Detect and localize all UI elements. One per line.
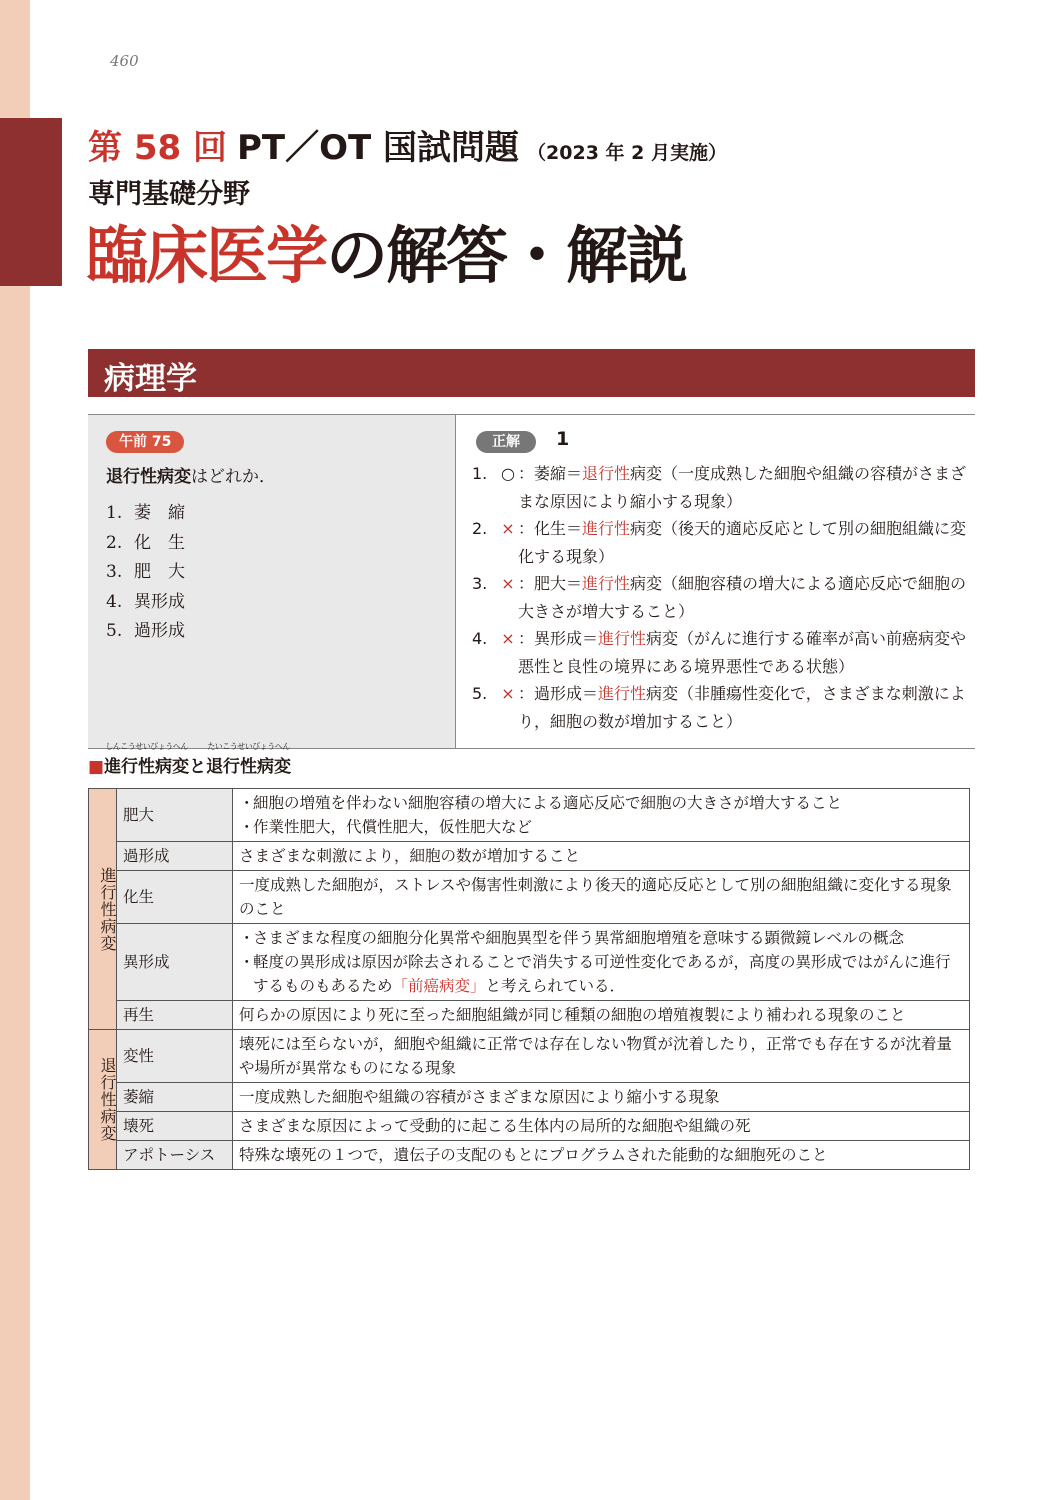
desc-cell: ・ さまざまな程度の細胞分化異常や細胞異型を伴う異常細胞増殖を意味する顕微鏡レベルの概念 ・ 軽度の異形成は原因が除去されることで消失する可逆性変化であるが，高度の異形成ではがんに進行するものもあるため「前癌病変」と考えられている． (233, 924, 970, 1001)
section-title: 病理学 (104, 361, 197, 397)
choice-item: 1. 萎 縮 (106, 503, 185, 523)
answer-number: 1 (556, 428, 570, 450)
page-number: 460 (110, 52, 139, 70)
answer-item: 5. × ：過形成＝進行性病変（非腫瘍性変化で，さまざまな刺激により，細胞の数が増加すること） (472, 680, 972, 735)
table-row (89, 1112, 970, 1141)
wrong-mark: × (501, 684, 515, 703)
choice-item: 2. 化 生 (106, 532, 185, 553)
answer-item: 1. ○ ：萎縮＝退行性病変（一度成熟した細胞や組織の容積がさまざまな原因により縮小する現象） (472, 460, 972, 515)
answer-badge: 正解 (476, 431, 536, 453)
exam-date: （2023 年 2 月実施） (527, 142, 727, 164)
table-row (89, 1083, 970, 1112)
ruby-a: しんこうせいびょうへん (105, 742, 188, 751)
group-label-progressive: 進行性病変 (89, 789, 117, 1030)
term-cell: 再生 (117, 1001, 233, 1030)
desc-cell: 一度成熟した細胞が，ストレスや傷害性刺激により後天的適応反応として別の細胞組織に変化する現象のこと (233, 871, 970, 924)
answer-list (472, 460, 972, 735)
exam-heading (88, 120, 727, 169)
answer-item: 4. × ：異形成＝進行性病変（がんに進行する確率が高い前癌病変や悪性と良性の境界にある境界悪性である状態） (472, 625, 972, 680)
desc-cell: 何らかの原因により死に至った細胞組織が同じ種類の細胞の増殖複製により補われる現象のこと (233, 1001, 970, 1030)
wrong-mark: × (501, 519, 515, 538)
choice-item: 3. 肥 大 (106, 562, 185, 582)
desc-cell: 特殊な壊死の１つで，遺伝子の支配のもとにプログラムされた能動的な細胞死のこと (233, 1141, 970, 1170)
question-stem-rest: はどれか． (191, 467, 276, 487)
field-subtitle: 専門基礎分野 (88, 179, 250, 210)
answer-item: 3. × ：肥大＝進行性病変（細胞容積の増大による適応反応で細胞の大きさが増大すること） (472, 570, 972, 625)
table-row (89, 871, 970, 924)
table-row (89, 789, 970, 842)
choice-item: 5. 過形成 (106, 621, 185, 641)
wrong-mark: × (501, 629, 515, 648)
square-bullet-icon: ■ (88, 757, 105, 777)
table-row (89, 1030, 970, 1083)
table-title: ■ しんこうせいびょうへん 進行性病変と たいこうせいびょうへん 退行性病変 (88, 742, 292, 777)
term-cell: 変性 (117, 1030, 233, 1083)
wrong-mark: × (501, 574, 515, 593)
term-cell: 過形成 (117, 842, 233, 871)
exam-name: PT／OT 国試問題 (237, 128, 520, 168)
ruby-b: たいこうせいびょうへん (207, 742, 290, 751)
page-title-black: の解答・解説 (326, 219, 687, 292)
term-cell: 異形成 (117, 924, 233, 1001)
table-row (89, 1001, 970, 1030)
table-row (89, 1141, 970, 1170)
question-panel (88, 415, 456, 748)
title-accent-block (0, 118, 62, 286)
term-cell: アポトーシス (117, 1141, 233, 1170)
table-title-b: たいこうせいびょうへん 退行性病変 (206, 742, 292, 777)
desc-cell: さまざまな刺激により，細胞の数が増加すること (233, 842, 970, 871)
term-cell: 化生 (117, 871, 233, 924)
question-badge: 午前 75 (106, 431, 184, 453)
desc-cell: 壊死には至らないが，細胞や組織に正常では存在しない物質が沈着したり，正常でも存在するが沈着量や場所が異常なものになる現象 (233, 1030, 970, 1083)
page-title (86, 219, 687, 292)
correct-mark: ○ (501, 464, 515, 483)
desc-cell: ・ 細胞の増殖を伴わない細胞容積の増大による適応反応で細胞の大きさが増大すること ・ 作業性肥大，代償性肥大，仮性肥大など (233, 789, 970, 842)
question-stem-bold: 退行性病変 (106, 467, 191, 487)
question-stem (106, 462, 276, 487)
desc-cell: 一度成熟した細胞や組織の容積がさまざまな原因により縮小する現象 (233, 1083, 970, 1112)
table-row (89, 842, 970, 871)
group-label-regressive: 退行性病変 (89, 1030, 117, 1170)
lesion-table (88, 788, 970, 1170)
choice-item: 4. 異形成 (106, 591, 185, 612)
table-row (89, 924, 970, 1001)
exam-round: 第 58 回 (88, 128, 227, 168)
table-title-a: しんこうせいびょうへん 進行性病変 (104, 742, 190, 777)
question-box (88, 414, 975, 749)
term-cell: 肥大 (117, 789, 233, 842)
page-title-red: 臨床医学 (86, 219, 327, 292)
choice-list (106, 499, 185, 647)
section-header (88, 349, 975, 397)
desc-cell: さまざまな原因によって受動的に起こる生体内の局所的な細胞や組織の死 (233, 1112, 970, 1141)
term-cell: 萎縮 (117, 1083, 233, 1112)
answer-item: 2. × ：化生＝進行性病変（後天的適応反応として別の細胞組織に変化する現象） (472, 515, 972, 570)
term-cell: 壊死 (117, 1112, 233, 1141)
